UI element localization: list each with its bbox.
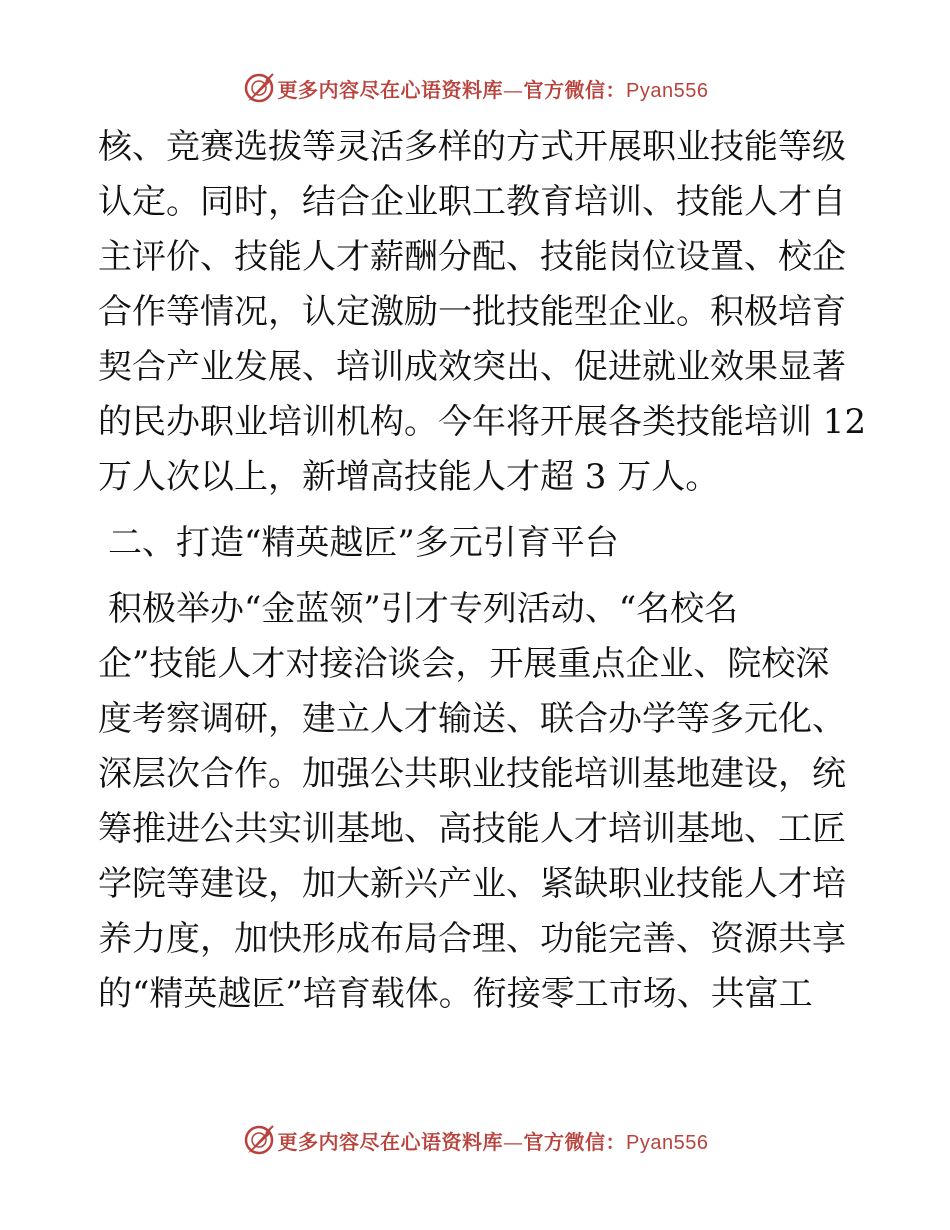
section-heading: 二、打造“精英越匠”多元引育平台: [108, 523, 619, 563]
watermark-text: 更多内容尽在心语资料库—官方微信：Pyan556: [277, 77, 709, 102]
text-line: 核、竞赛选拔等灵活多样的方式开展职业技能等级: [98, 127, 846, 167]
text-line: 合作等情况，认定激励一批技能型企业。积极培育: [98, 292, 846, 332]
text-line: 积极举办“金蓝领”引才专列活动、“名校名: [108, 589, 739, 629]
header-watermark: [0, 70, 950, 106]
text-line: 的“精英越匠”培育载体。衔接零工市场、共富工: [98, 974, 813, 1014]
text-line: 深层次合作。加强公共职业技能培训基地建设，统: [98, 754, 846, 794]
text-line: 契合产业发展、培训成效突出、促进就业效果显著: [98, 347, 846, 387]
text-line: 的民办职业培训机构。今年将开展各类技能培训 12: [98, 402, 867, 442]
text-line: 度考察调研，建立人才输送、联合办学等多元化、: [98, 699, 846, 739]
text-line: 筹推进公共实训基地、高技能人才培训基地、工匠: [98, 809, 846, 849]
watermark-text: 更多内容尽在心语资料库—官方微信：Pyan556: [277, 1129, 709, 1154]
text-line: 主评价、技能人才薪酬分配、技能岗位设置、校企: [98, 237, 846, 277]
text-line: 养力度，加快形成布局合理、功能完善、资源共享: [98, 919, 846, 959]
document-body: [98, 120, 867, 1022]
text-line: 学院等建设，加大新兴产业、紧缺职业技能人才培: [98, 864, 846, 904]
paragraph-1: [98, 120, 867, 505]
text-line: 企”技能人才对接洽谈会，开展重点企业、院校深: [98, 644, 830, 684]
text-line: 万人次以上，新增高技能人才超 3 万人。: [98, 457, 720, 497]
text-line: 认定。同时，结合企业职工教育培训、技能人才自: [98, 182, 846, 222]
feather-quill-seal-icon: [242, 71, 276, 105]
feather-quill-seal-icon: [242, 1123, 276, 1157]
paragraph-2: [98, 582, 858, 1022]
footer-watermark: [0, 1122, 950, 1158]
